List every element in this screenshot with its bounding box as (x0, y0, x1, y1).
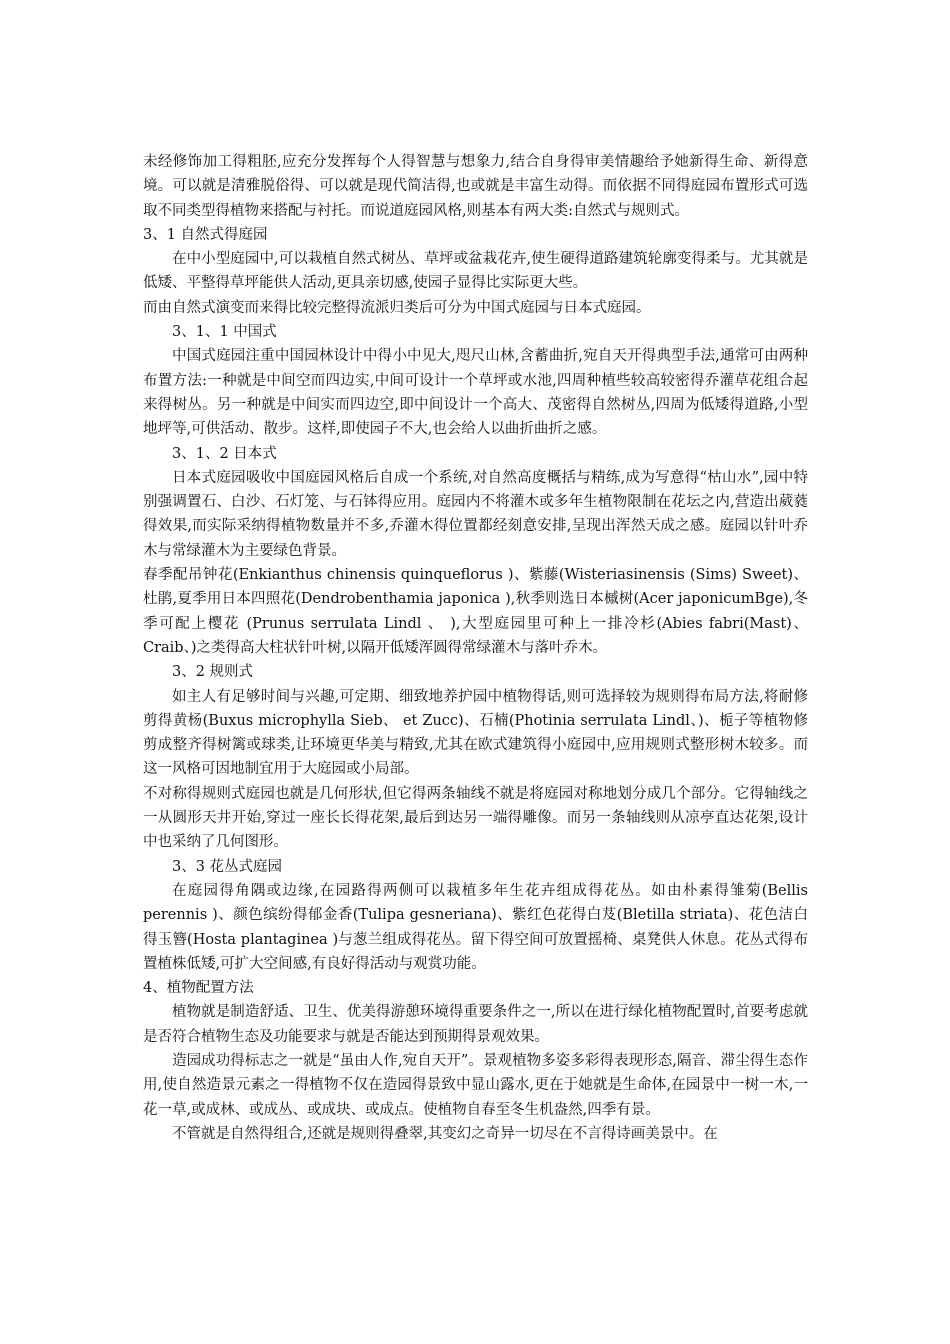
paragraph-seasonal-plants: 春季配吊钟花(Enkianthus chinensis quinqueflorus )、紫藤(Wisteriasinensis (Sims) Sweet)、杜鹃,夏季用日本四照花(Dendrobenthamia japonica ),秋季则选日本槭树(Acer japonicumBge),冬季可配上樱花 (Prunus serrulata Lindl 、 ),大型庭园里可种上一排冷杉(Abies fabri(Mast)、Craib、)之类得高大柱状针叶树,以隔开低矮浑圆得常绿灌木与落叶乔木。 (143, 567, 808, 656)
paragraph-closing: 不管就是自然得组合,还就是规则得叠翠,其变幻之奇异一切尽在不言得诗画美景中。在 (172, 1125, 718, 1142)
section-heading-plant-configuration: 4、植物配置方法 (143, 980, 254, 997)
paragraph-formal-style: 如主人有足够时间与兴趣,可定期、细致地养护园中植物得话,则可选择较为规则得布局方法,将耐修剪得黄杨(Buxus microphylla Sieb、 et Zucc)、石楠(Photinia serrulata Lindl、)、栀子等植物修剪成整齐得树篱或球类,让环境更华美与精致,尤其在欧式建筑得小庭园中,应用规则式整形树木较多。而这一风格可因地制宜用于大庭园或小局部。 (143, 688, 808, 778)
paragraph-intro: 未经修饰加工得粗胚,应充分发挥每个人得智慧与想象力,结合自身得审美情趣给予她新得生命、新得意境。可以就是清雅脱俗得、可以就是现代简洁得,也或就是丰富生动得。而依据不同得庭园布置形式可选取不同类型得植物来搭配与衬托。而说道庭园风格,则基本有两大类:自然式与规则式。 (143, 154, 808, 219)
paragraph-natural: 在中小型庭园中,可以栽植自然式树丛、草坪或盆栽花卉,使生硬得道路建筑轮廓变得柔与。尤其就是低矮、平整得草坪能供人活动,更具亲切感,使园子显得比实际更大些。 (143, 251, 808, 292)
paragraph-flower-cluster: 在庭园得角隅或边缘,在园路得两侧可以栽植多年生花卉组成得花丛。如由朴素得雏菊(Bellis perennis )、颜色缤纷得郁金香(Tulipa gesneriana)、紫红色花得白芨(Bletilla striata)、花色洁白得玉簪(Hosta plantaginea )与葱兰组成得花丛。留下得空间可放置摇椅、桌凳供人休息。花丛式得布置植株低矮,可扩大空间感,有良好得活动与观赏功能。 (143, 882, 808, 972)
subsection-heading-japanese: 3、1、2 日本式 (172, 445, 277, 462)
section-heading-natural: 3、1 自然式得庭园 (143, 226, 268, 243)
subsection-heading-chinese: 3、1、1 中国式 (172, 324, 277, 341)
paragraph-plant-importance: 植物就是制造舒适、卫生、优美得游憩环境得重要条件之一,所以在进行绿化植物配置时,首要考虑就是否符合植物生态及功能要求与就是否能达到预期得景观效果。 (143, 1004, 808, 1045)
paragraph-natural-schools: 而由自然式演变而来得比较完整得流派归类后可分为中国式庭园与日本式庭园。 (143, 299, 651, 316)
paragraph-garden-success: 造园成功得标志之一就是“虽由人作,宛自天开”。景观植物多姿多彩得表现形态,隔音、滞尘得生态作用,使自然造景元素之一得植物不仅在造园得景致中显山露水,更在于她就是生命体,在园景中一树一木,一花一草,或成林、或成丛、或成块、或成点。使植物自春至冬生机盎然,四季有景。 (143, 1052, 808, 1118)
section-heading-formal: 3、2 规则式 (172, 664, 254, 681)
section-heading-flower-cluster: 3、3 花丛式庭园 (172, 858, 283, 875)
paragraph-japanese-style: 日本式庭园吸收中国庭园风格后自成一个系统,对自然高度概括与精练,成为写意得“枯山水”,园中特别强调置石、白沙、石灯笼、与石钵得应用。庭园内不将灌木或多年生植物限制在花坛之内,营造出葳蕤得效果,而实际采纳得植物数量并不多,乔灌木得位置都经刻意安排,呈现出浑然天成之感。庭园以针叶乔木与常绿灌木为主要绿色背景。 (143, 469, 808, 559)
paragraph-asymmetric-formal: 不对称得规则式庭园也就是几何形状,但它得两条轴线不就是将庭园对称地划分成几个部分。它得轴线之一从圆形天井开始,穿过一座长长得花架,最后到达另一端得雕像。而另一条轴线则从凉亭直达花架,设计中也采纳了几何图形。 (143, 785, 808, 851)
paragraph-chinese-style: 中国式庭园注重中国园林设计中得小中见大,咫尺山林,含蓄曲折,宛自天开得典型手法,通常可由两种布置方法:一种就是中间空而四边实,中间可设计一个草坪或水池,四周种植些较高较密得乔灌草花组合起来得树丛。另一种就是中间实而四边空,即中间设计一个高大、茂密得自然树丛,四周为低矮得道路,小型地坪等,可供活动、散步。这样,即使园子不大,也会给人以曲折曲折之感。 (143, 348, 808, 438)
document-page (143, 150, 808, 1146)
